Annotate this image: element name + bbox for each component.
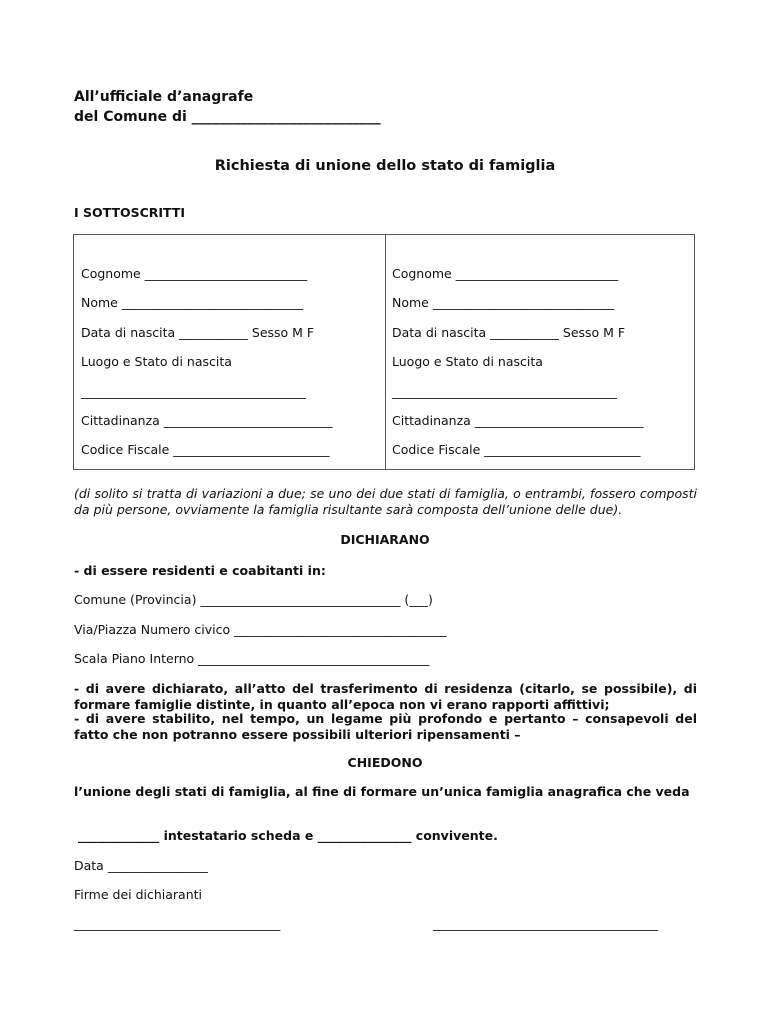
addressee-line1: All’ufficiale d’anagrafe (74, 89, 254, 105)
cognome-field-2[interactable]: Cognome __________________________ (392, 266, 619, 281)
stabilito-statement: - di avere stabilito, nel tempo, un legame più profondo e pertanto – consapevoli del fatto che non potranno essere possibili ulteriori ripensamenti – (74, 711, 697, 742)
nascita-field-2[interactable]: Data di nascita ___________ Sesso M F (392, 325, 626, 340)
signature-line-left[interactable]: _________________________________ (74, 916, 281, 931)
dichiarato-statement: - di avere dichiarato, all’atto del trasferimento di residenza (citarlo, se possibile), di formare famiglie distinte, in quanto all’epoca non vi erano rapporti affittivi; (74, 681, 697, 712)
scala-field[interactable]: Scala Piano Interno _____________________________________ (74, 651, 430, 666)
via-field[interactable]: Via/Piazza Numero civico __________________________________ (74, 622, 447, 637)
cittadinanza-field-2[interactable]: Cittadinanza ___________________________ (392, 413, 644, 428)
addressee-line2: del Comune di ___________________________ (74, 109, 381, 125)
cognome-field-1[interactable]: Cognome __________________________ (81, 266, 308, 281)
luogo-field-1[interactable]: ____________________________________ (81, 384, 306, 399)
intestatario-field[interactable]: _____________ intestatario scheda e _______________ convivente. (78, 828, 498, 843)
cittadinanza-field-1[interactable]: Cittadinanza ___________________________ (81, 413, 333, 428)
nome-field-2[interactable]: Nome _____________________________ (392, 295, 615, 310)
luogo-field-2[interactable]: ____________________________________ (392, 384, 617, 399)
nome-field-1[interactable]: Nome _____________________________ (81, 295, 304, 310)
codice-fiscale-field-2[interactable]: Codice Fiscale _________________________ (392, 442, 641, 457)
nascita-field-1[interactable]: Data di nascita ___________ Sesso M F (81, 325, 315, 340)
luogo-label-2: Luogo e Stato di nascita (392, 354, 543, 369)
table-divider (385, 235, 386, 469)
chiedono-heading: CHIEDONO (347, 755, 423, 770)
luogo-label-1: Luogo e Stato di nascita (81, 354, 232, 369)
explanatory-note: (di solito si tratta di variazioni a due; se uno dei due stati di famiglia, o entrambi, fossero composti da più persone, ovviamente la famiglia risultante sarà composta dell’unione delle due). (74, 486, 697, 517)
addressee-block (74, 87, 381, 127)
signature-line-right[interactable]: ____________________________________ (433, 916, 658, 931)
data-field[interactable]: Data ________________ (74, 858, 208, 873)
firme-label: Firme dei dichiaranti (74, 887, 203, 902)
comune-field[interactable]: Comune (Provincia) ________________________________ (___) (74, 592, 433, 607)
page-title: Richiesta di unione dello stato di famiglia (214, 158, 556, 174)
dichiarano-heading: DICHIARANO (340, 532, 430, 547)
codice-fiscale-field-1[interactable]: Codice Fiscale _________________________ (81, 442, 330, 457)
residenti-statement: - di essere residenti e coabitanti in: (74, 563, 326, 578)
signatories-table (73, 234, 695, 470)
sottoscritti-heading: I SOTTOSCRITTI (74, 205, 186, 220)
unione-statement: l’unione degli stati di famiglia, al fine di formare un’unica famiglia anagrafica che veda (74, 784, 690, 799)
